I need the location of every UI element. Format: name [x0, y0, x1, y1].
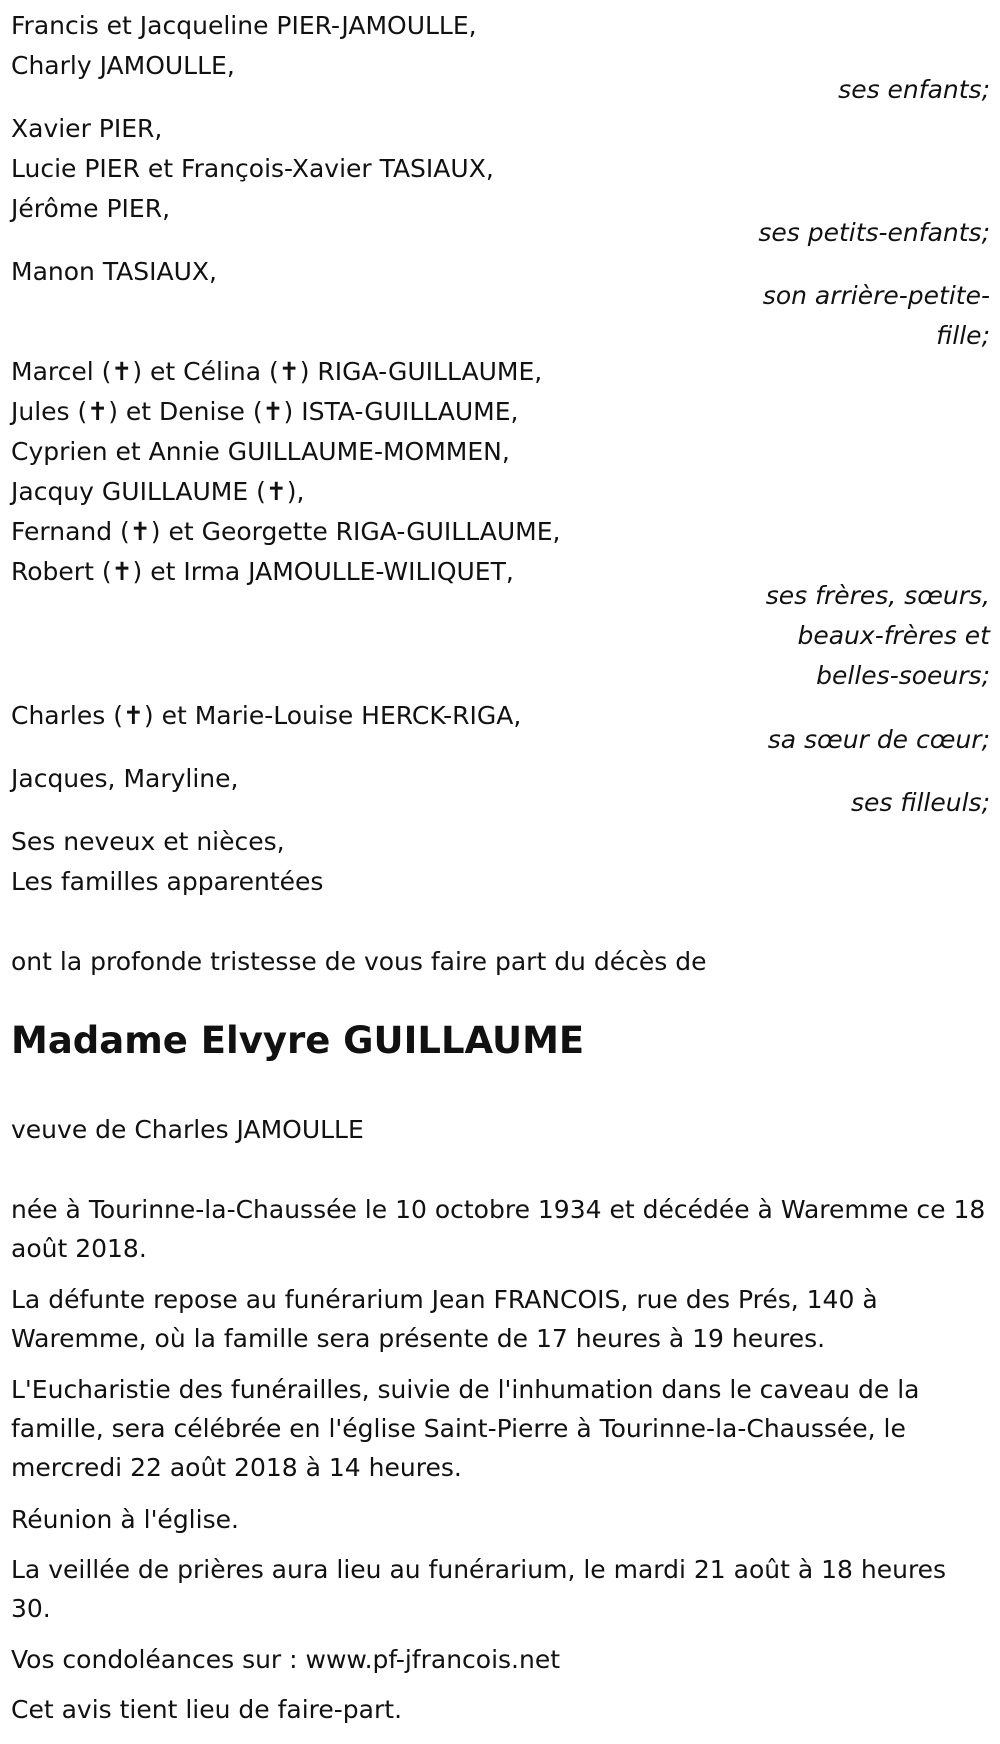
family-name-line: Jérôme PIER, [11, 194, 171, 223]
relation-label: son arrière-petite- [762, 281, 990, 310]
reunion-paragraph: Réunion à l'église. [11, 1505, 239, 1534]
family-name-line: Les familles apparentées [11, 867, 324, 896]
family-name-line: Robert (✝) et Irma JAMOULLE-WILIQUET, [11, 557, 514, 586]
relation-label: sa sœur de cœur; [767, 725, 990, 754]
family-name-line: Charles (✝) et Marie-Louise HERCK-RIGA, [11, 701, 522, 730]
family-name-line: Lucie PIER et François-Xavier TASIAUX, [11, 154, 494, 183]
funeral-paragraph: L'Eucharistie des funérailles, suivie de l'inhumation dans le caveau de la famille, sera célébrée en l'église Saint-Pierre à Tourinne-la-Chaussée, le mercredi 22 août 2018 à 14 heures. [11, 1375, 920, 1482]
notice-paragraph: Cet avis tient lieu de faire-part. [11, 1695, 403, 1724]
family-name-line: Ses neveux et nièces, [11, 827, 285, 856]
relation-label: ses filleuls; [850, 788, 990, 817]
family-name-line: Charly JAMOULLE, [11, 51, 235, 80]
family-name-line: Marcel (✝) et Célina (✝) RIGA-GUILLAUME, [11, 357, 543, 386]
relation-label: ses enfants; [838, 75, 990, 104]
birth-death-paragraph: née à Tourinne-la-Chaussée le 10 octobre 1934 et décédée à Waremme ce 18 août 2018. [11, 1195, 986, 1263]
funerarium-paragraph: La défunte repose au funérarium Jean FRANCOIS, rue des Prés, 140 à Waremme, où la famille sera présente de 17 heures à 19 heures. [11, 1285, 878, 1353]
family-name-line: Xavier PIER, [11, 114, 163, 143]
family-name-line: Cyprien et Annie GUILLAUME-MOMMEN, [11, 437, 510, 466]
relation-label: beaux-frères et [797, 621, 990, 650]
family-name-line: Jules (✝) et Denise (✝) ISTA-GUILLAUME, [11, 397, 519, 426]
family-name-line: Manon TASIAUX, [11, 257, 217, 286]
widow-of-text: veuve de Charles JAMOULLE [11, 1115, 364, 1144]
deceased-name: Madame Elvyre GUILLAUME [11, 1019, 585, 1062]
family-name-line: Francis et Jacqueline PIER-JAMOULLE, [11, 11, 477, 40]
family-name-line: Jacques, Maryline, [11, 764, 239, 793]
relation-label: fille; [936, 321, 990, 350]
vigil-paragraph: La veillée de prières aura lieu au funérarium, le mardi 21 août à 18 heures 30. [11, 1555, 947, 1623]
family-name-line: Jacquy GUILLAUME (✝), [11, 477, 305, 506]
relation-label: ses petits-enfants; [758, 218, 990, 247]
relation-label: belles-soeurs; [816, 661, 990, 690]
relation-label: ses frères, sœurs, [765, 581, 990, 610]
announcement-text: ont la profonde tristesse de vous faire part du décès de [11, 947, 707, 976]
family-name-line: Fernand (✝) et Georgette RIGA-GUILLAUME, [11, 517, 561, 546]
condolences-paragraph: Vos condoléances sur : www.pf-jfrancois.net [11, 1645, 561, 1674]
